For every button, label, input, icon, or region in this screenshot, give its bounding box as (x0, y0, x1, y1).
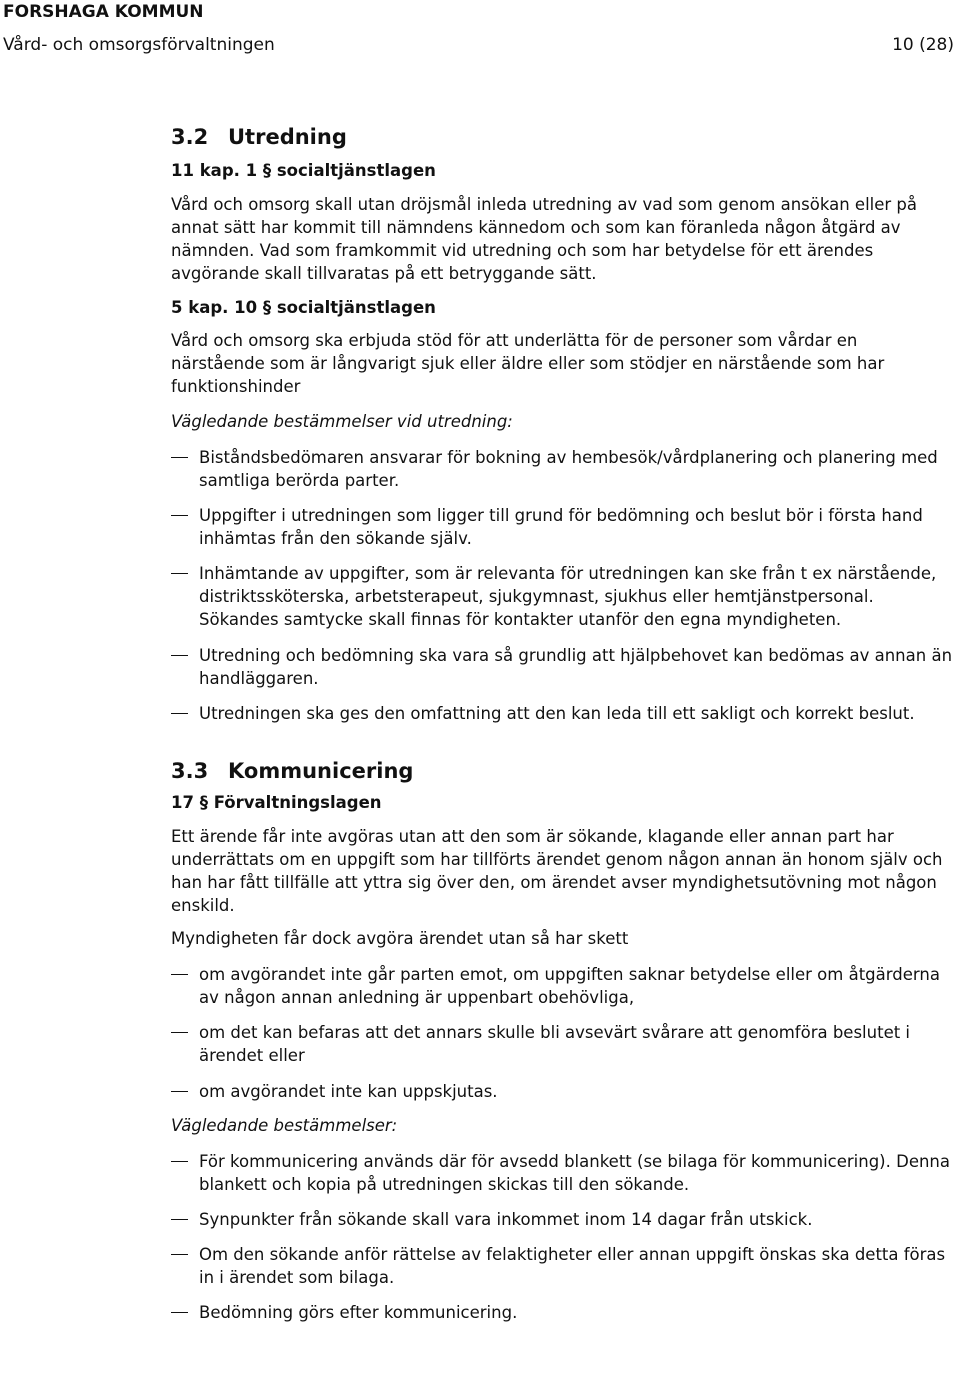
guidance-list (171, 446, 953, 725)
law-reference: 17 § Förvaltningslagen (171, 793, 382, 812)
list-item: Utredning och bedömning ska vara så grundlig att hjälpbehovet kan bedömas av annan än handläggaren. (171, 644, 953, 690)
section-title: Kommunicering (228, 759, 414, 783)
law-reference: 5 kap. 10 § socialtjänstlagen (171, 298, 436, 317)
law-text: Vård och omsorg ska erbjuda stöd för att underlätta för de personer som vårdar en närstående som är långvarigt sjuk eller äldre eller som stödjer en närstående som har funktionshinder (171, 331, 885, 396)
list-item: Biståndsbedömaren ansvarar för bokning av hembesök/vårdplanering och planering med samtliga berörda parter. (171, 446, 953, 492)
section-heading-utredning (171, 123, 953, 151)
guidance-heading: Vägledande bestämmelser: (171, 1116, 398, 1135)
list-item: För kommunicering används där för avsedd blankett (se bilaga för kommunicering). Denna blankett och kopia på utredningen skickas till den sökande. (171, 1150, 953, 1196)
list-item: om avgörandet inte går parten emot, om uppgiften saknar betydelse eller om åtgärderna av någon annan anledning är uppenbart obehövliga, (171, 963, 953, 1009)
list-item: Synpunkter från sökande skall vara inkommet inom 14 dagar från utskick. (171, 1208, 953, 1231)
list-item: Om den sökande anför rättelse av felaktigheter eller annan uppgift önskas ska detta föras in i ärendet som bilaga. (171, 1243, 953, 1289)
section-title: Utredning (228, 125, 347, 149)
organization-name: FORSHAGA KOMMUN (3, 2, 204, 22)
list-item: om avgörandet inte kan uppskjutas. (171, 1080, 953, 1103)
list-item: Uppgifter i utredningen som ligger till grund för bedömning och beslut bör i första hand inhämtas från den sökande själv. (171, 504, 953, 550)
guidance-list (171, 1150, 953, 1324)
exception-list (171, 963, 953, 1103)
section-heading-kommunicering (171, 757, 953, 785)
list-item: Bedömning görs efter kommunicering. (171, 1301, 953, 1324)
law-text: Ett ärende får inte avgöras utan att den som är sökande, klagande eller annan part har underrättats om en uppgift som har tillförts ärendet genom någon annan än honom själv och han har fått tillfälle att yttra sig över den, om ärendet avser myndighetsutövning mot någon enskild. (171, 827, 943, 915)
law-reference: 11 kap. 1 § socialtjänstlagen (171, 161, 436, 180)
section-number: 3.3 (171, 759, 209, 783)
list-item: Utredningen ska ges den omfattning att den kan leda till ett sakligt och korrekt beslut. (171, 702, 953, 725)
law-text: Vård och omsorg skall utan dröjsmål inleda utredning av vad som genom ansökan eller på annat sätt har kommit till nämndens kännedom och som kan föranleda någon åtgärd av nämnden. Vad som framkommit vid utredning och som har betydelse för ett ärendes avgörande skall tillvaratas på ett betryggande sätt. (171, 195, 918, 283)
page-number: 10 (28) (892, 35, 954, 55)
list-item: Inhämtande av uppgifter, som är relevanta för utredningen kan ske från t ex närstående, distriktssköterska, arbetsterapeut, sjukgymnast, sjukhus eller hemtjänstpersonal. Sökandes samtycke skall finnas för kontakter utanför den egna myndigheten. (171, 562, 953, 631)
exception-intro: Myndigheten får dock avgöra ärendet utan så har skett (171, 929, 629, 948)
section-number: 3.2 (171, 125, 209, 149)
department-name: Vård- och omsorgsförvaltningen (3, 35, 275, 55)
guidance-heading: Vägledande bestämmelser vid utredning: (171, 412, 513, 431)
document-body (171, 123, 953, 1324)
list-item: om det kan befaras att det annars skulle bli avsevärt svårare att genomföra beslutet i ärendet eller (171, 1021, 953, 1067)
